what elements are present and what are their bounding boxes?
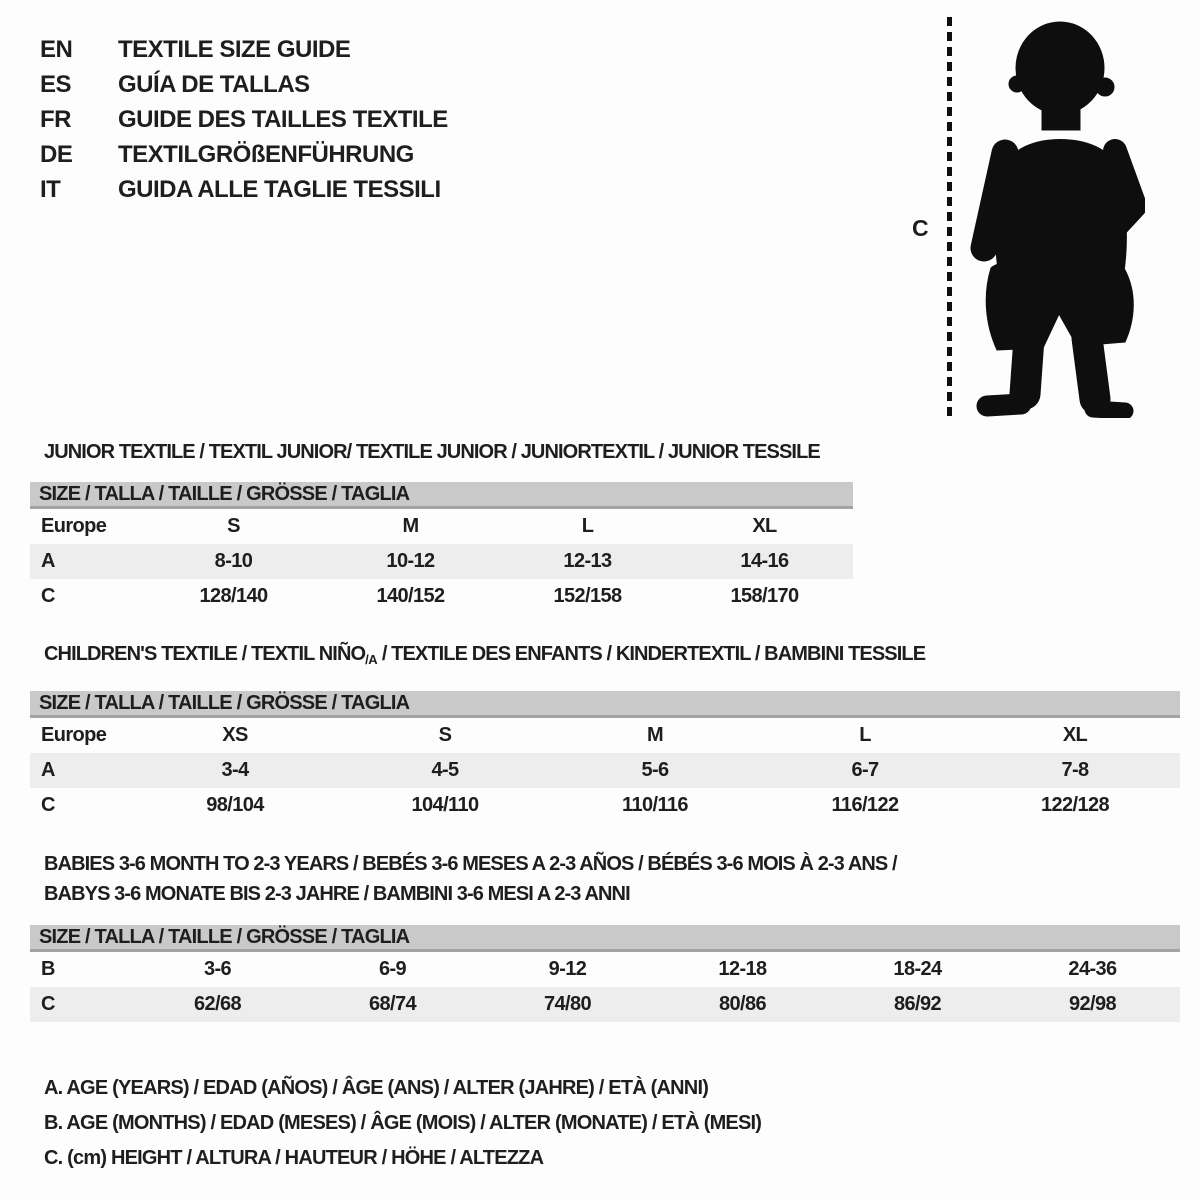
language-title: GUÍA DE TALLAS	[118, 70, 310, 98]
legend-line-a: A. AGE (YEARS) / EDAD (AÑOS) / ÂGE (ANS) / ALTER (JAHRE) / ETÀ (ANNI)	[44, 1077, 709, 1099]
table-cell: 10-12	[386, 550, 435, 572]
language-row-es	[40, 67, 448, 102]
language-title: GUIDA ALLE TAGLIE TESSILI	[118, 176, 441, 204]
children-size-table	[30, 691, 1180, 823]
language-code: EN	[40, 35, 73, 63]
table-row-europe	[30, 718, 1180, 753]
table-cell: XL	[1062, 724, 1088, 746]
table-cell: 9-12	[548, 958, 587, 980]
table-cell: L	[581, 515, 594, 537]
row-label: Europe	[41, 724, 107, 746]
table-cell: 14-16	[740, 550, 789, 572]
language-code: ES	[40, 70, 72, 98]
table-cell: 86/92	[893, 993, 942, 1015]
language-code: IT	[40, 176, 61, 204]
legend-line-b: B. AGE (MONTHS) / EDAD (MESES) / ÂGE (MOIS) / ALTER (MONATE) / ETÀ (MESI)	[44, 1111, 762, 1134]
table-cell: 74/80	[543, 993, 592, 1015]
babies-title-line-1: BABIES 3-6 MONTH TO 2-3 YEARS / BEBÉS 3-6 MESES A 2-3 AÑOS / BÉBÉS 3-6 MOIS À 2-3 ANS /	[44, 853, 897, 875]
row-label: Europe	[41, 515, 107, 537]
table-cell: XS	[222, 724, 248, 746]
table-cell: 98/104	[206, 794, 264, 816]
babies-size-table	[30, 925, 1180, 1022]
table-row-age-months	[30, 952, 1180, 987]
size-header-bar: SIZE / TALLA / TAILLE / GRÖSSE / TAGLIA	[30, 482, 853, 509]
table-cell: 24-36	[1068, 958, 1117, 980]
figure-measure-label: C	[912, 215, 929, 241]
table-cell: S	[227, 515, 240, 537]
table-cell: 6-7	[851, 759, 879, 781]
language-row-fr	[40, 102, 448, 137]
table-cell: 158/170	[730, 585, 799, 607]
table-row-height-cm	[30, 987, 1180, 1022]
table-cell: M	[402, 515, 419, 537]
table-cell: 5-6	[641, 759, 669, 781]
language-code: FR	[40, 105, 71, 133]
table-cell: 3-4	[221, 759, 249, 781]
children-title-pre: CHILDREN'S TEXTILE / TEXTIL NIÑO	[44, 643, 366, 665]
table-cell: 3-6	[203, 958, 232, 980]
table-cell: 116/122	[831, 794, 899, 816]
table-cell: 12-13	[563, 550, 612, 572]
language-row-it	[40, 173, 448, 208]
table-cell: 80/86	[718, 993, 767, 1015]
table-cell: XL	[752, 515, 777, 537]
children-title-post: / TEXTILE DES ENFANTS / KINDERTEXTIL / BAMBINI TESSILE	[377, 643, 926, 665]
language-title-list	[40, 32, 448, 208]
table-row-age-years	[30, 753, 1180, 788]
table-cell: 62/68	[193, 993, 242, 1015]
table-cell: 8-10	[214, 550, 253, 572]
row-label: C	[41, 993, 55, 1015]
table-cell: 4-5	[431, 759, 459, 781]
table-cell: 104/110	[411, 794, 479, 816]
size-header-bar: SIZE / TALLA / TAILLE / GRÖSSE / TAGLIA	[30, 691, 1180, 718]
measure-legend	[44, 1071, 761, 1175]
row-label: A	[41, 759, 55, 781]
height-measure-dashed-line	[947, 17, 952, 417]
table-cell: 68/74	[368, 993, 417, 1015]
table-cell: M	[646, 724, 664, 746]
row-label: C	[41, 585, 55, 607]
table-row-europe	[30, 509, 853, 544]
table-row-height-cm	[30, 579, 853, 614]
junior-size-table	[30, 482, 853, 614]
row-label: B	[41, 958, 55, 980]
table-row-age-years	[30, 544, 853, 579]
table-cell: 6-9	[378, 958, 407, 980]
size-header-bar: SIZE / TALLA / TAILLE / GRÖSSE / TAGLIA	[30, 925, 1180, 952]
children-title-sub: /A	[365, 652, 378, 667]
table-cell: 152/158	[553, 585, 622, 607]
table-cell: 122/128	[1040, 794, 1110, 816]
language-row-en	[40, 32, 448, 67]
language-title: GUIDE DES TAILLES TEXTILE	[118, 105, 448, 133]
babies-title-line-2: BABYS 3-6 MONATE BIS 2-3 JAHRE / BAMBINI 3-6 MESI A 2-3 ANNI	[44, 883, 630, 905]
junior-section-title: JUNIOR TEXTILE / TEXTIL JUNIOR/ TEXTILE JUNIOR / JUNIORTEXTIL / JUNIOR TESSILE	[44, 441, 820, 463]
baby-silhouette-icon	[965, 18, 1145, 418]
language-code: DE	[40, 141, 73, 169]
babies-section-title	[44, 849, 897, 909]
language-row-de	[40, 138, 448, 173]
table-cell: 128/140	[199, 585, 268, 607]
children-section-title	[44, 642, 925, 672]
row-label: C	[41, 794, 55, 816]
legend-line-c: C. (cm) HEIGHT / ALTURA / HAUTEUR / HÖHE / ALTEZZA	[44, 1146, 544, 1169]
language-title: TEXTILGRÖßENFÜHRUNG	[118, 141, 414, 169]
table-cell: 92/98	[1068, 993, 1117, 1015]
table-cell: S	[438, 724, 452, 746]
table-cell: 110/116	[622, 794, 688, 816]
table-cell: 12-18	[718, 958, 767, 980]
table-cell: L	[859, 724, 871, 746]
language-title: TEXTILE SIZE GUIDE	[118, 35, 351, 63]
table-cell: 140/152	[376, 585, 445, 607]
table-cell: 18-24	[893, 958, 942, 980]
table-cell: 7-8	[1061, 759, 1089, 781]
row-label: A	[41, 550, 55, 572]
table-row-height-cm	[30, 788, 1180, 823]
